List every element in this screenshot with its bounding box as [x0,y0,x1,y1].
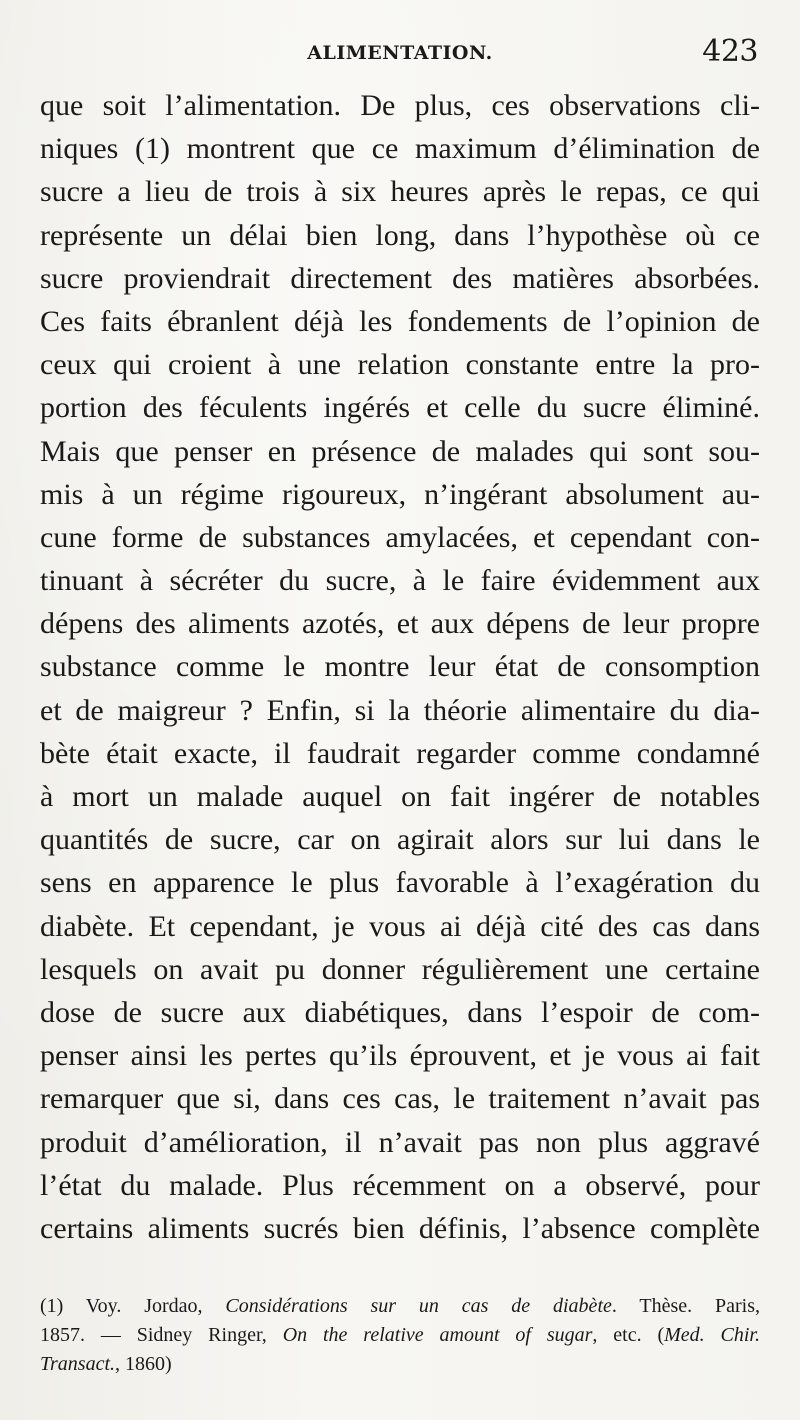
text-line: niques (1) montrent que ce maximum d’élimination de [40,132,760,166]
text-line: sucre a lieu de trois à six heures après le repas, ce qui [40,175,760,209]
text-line: l’état du malade. Plus récemment on a observé, pour [40,1168,760,1202]
text-line: et de maigreur ? Enfin, si la théorie alimentaire du dia- [40,693,760,727]
text-line: que soit l’alimentation. De plus, ces observations cli- [40,89,760,122]
footnote-line: 1857. — Sidney Ringer, On the relative amount of sugar, etc. (Med. Chir. [40,1324,760,1346]
text-line: portion des féculents ingérés et celle du sucre éliminé. [40,391,760,425]
text-line: bète était exacte, il faudrait regarder comme condamné [40,736,760,770]
text-line: tinuant à sécréter du sucre, à le faire évidemment aux [40,564,760,598]
text-line: remarquer que si, dans ces cas, le traitement n’avait pas [40,1082,760,1116]
text-line: mis à un régime rigoureux, n’ingérant absolument au- [40,477,760,511]
footnote-line: Transact., 1860) [40,1353,172,1375]
text-line: dépens des aliments azotés, et aux dépens de leur propre [40,607,760,641]
body-text [40,84,760,1250]
text-line: diabète. Et cependant, je vous ai déjà cité des cas dans [40,909,760,943]
text-line: lesquels on avait pu donner régulièrement une certaine [40,952,760,986]
text-line: cune forme de substances amylacées, et cependant con- [40,520,760,554]
page-header [40,34,760,74]
text-line: ceux qui croient à une relation constante entre la pro- [40,348,760,382]
running-head: ALIMENTATION. [307,42,493,64]
text-line: substance comme le montre leur état de consomption [40,650,760,684]
text-line: Ces faits ébranlent déjà les fondements de l’opinion de [40,304,760,338]
text-line: Mais que penser en présence de malades qui sont sou- [40,434,760,468]
footnote-line: (1) Voy. Jordao, Considérations sur un cas de diabète. Thèse. Paris, [40,1295,760,1317]
text-line: penser ainsi les pertes qu’ils éprouvent, et je vous ai fait [40,1039,760,1073]
text-line: sucre proviendrait directement des matières absorbées. [40,261,760,295]
text-line: à mort un malade auquel on fait ingérer de notables [40,780,760,813]
text-line: sens en apparence le plus favorable à l’exagération du [40,866,760,900]
text-line: quantités de sucre, car on agirait alors sur lui dans le [40,823,760,857]
page-number: 423 [702,34,758,69]
text-line: produit d’amélioration, il n’avait pas non plus aggravé [40,1125,760,1159]
text-line: certains aliments sucrés bien définis, l’absence complète [40,1211,760,1245]
text-line: représente un délai bien long, dans l’hypothèse où ce [40,218,760,252]
footnotes [40,1292,760,1379]
text-line: dose de sucre aux diabétiques, dans l’espoir de com- [40,995,760,1029]
